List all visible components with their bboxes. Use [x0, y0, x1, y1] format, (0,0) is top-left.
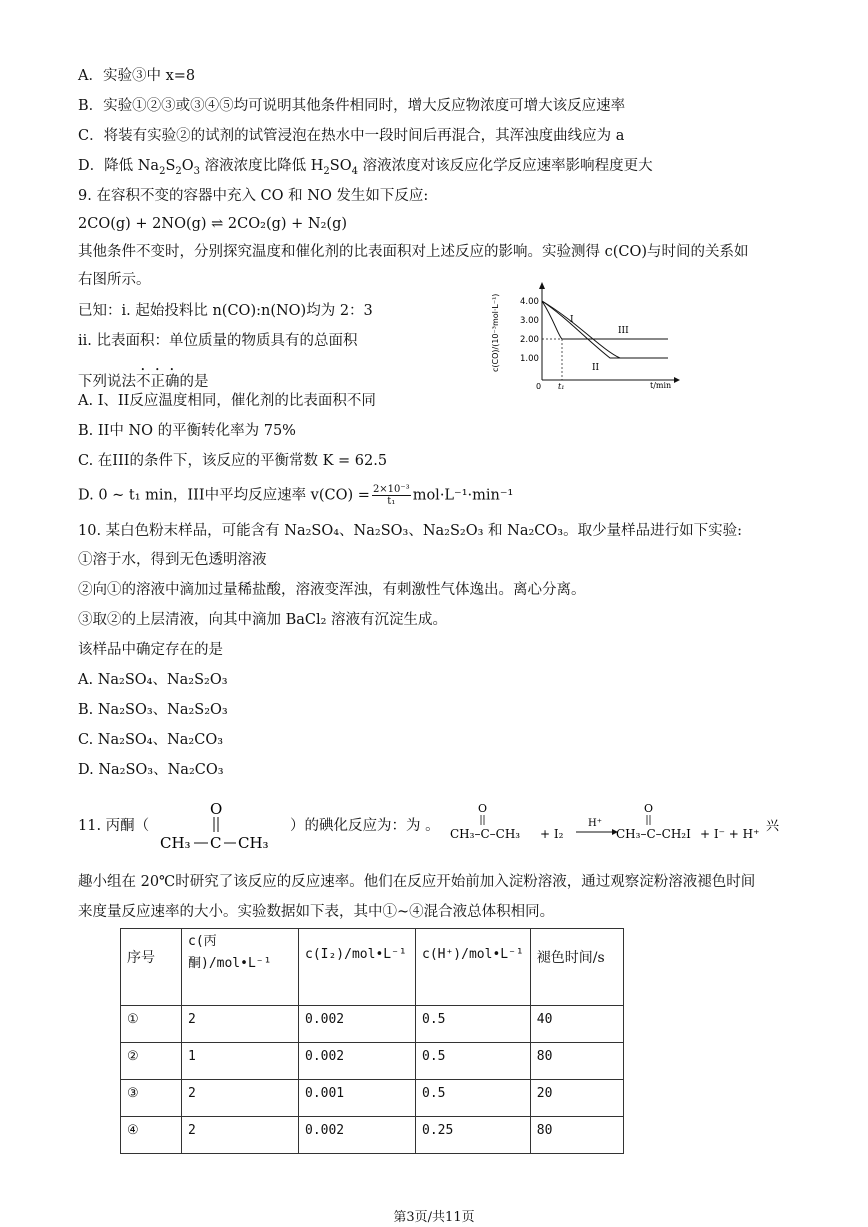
catalyst: H⁺ — [588, 818, 602, 829]
q10-step-1: ①溶于水，得到无色透明溶液 — [78, 552, 267, 568]
product-ions: + I⁻ + H⁺ — [700, 827, 760, 841]
table-row — [121, 1006, 624, 1043]
q10-step-3: ③取②的上层清液，向其中滴加 BaCl₂ 溶液有沉淀生成。 — [78, 612, 448, 628]
table-cell: ② — [121, 1043, 182, 1080]
page-footer: 第3页/共11页 — [393, 1210, 475, 1225]
curve-ii — [542, 301, 668, 358]
product: CH₃–C–CH₂I — [616, 827, 691, 841]
q10-prompt: 该样品中确定存在的是 — [78, 642, 223, 658]
table-cell: 0.002 — [299, 1006, 416, 1043]
header-c-acetone: c(丙 酮)/mol•L⁻¹ — [182, 929, 299, 1006]
ytick-1: 1.00 — [520, 354, 539, 364]
table-cell: 0.5 — [416, 1043, 531, 1080]
table-cell: 2 — [182, 1117, 299, 1154]
experiment-table — [120, 928, 624, 1154]
table-cell: ④ — [121, 1117, 182, 1154]
q11-stem-pre: 11. 丙酮（ — [78, 818, 150, 834]
q9-known-2: ii. 比表面积：单位质量的物质具有的总面积 — [78, 333, 358, 349]
acetone-ch3-left: CH₃ — [160, 834, 191, 852]
table-row — [121, 1043, 624, 1080]
q10-stem: 10. 某白色粉末样品，可能含有 Na₂SO₄、Na₂SO₃、Na₂S₂O₃ 和 Na₂CO₃。取少量样品进行如下实验: — [78, 523, 742, 539]
co-concentration-graph — [492, 280, 682, 392]
q9-stem: 9. 在容积不变的容器中充入 CO 和 NO 发生如下反应: — [78, 188, 429, 204]
table-cell: 0.001 — [299, 1080, 416, 1117]
ytick-3: 3.00 — [520, 316, 539, 326]
table-row — [121, 1080, 624, 1117]
q8-option-c: C．将装有实验②的试剂的试管浸泡在热水中一段时间后再混合，其浑浊度曲线应为 a — [78, 128, 625, 144]
q9-equation: 2CO(g) + 2NO(g) ⇌ 2CO₂(g) + N₂(g) — [78, 216, 348, 232]
acetone-oxygen: O — [210, 800, 223, 818]
header-fade-time: 褪色时间/s — [530, 929, 623, 1006]
graph-xlabel: t/min — [650, 381, 672, 390]
reactant-iodine: + I₂ — [540, 827, 564, 841]
q8-option-b: B．实验①②③或③④⑤均可说明其他条件相同时，增大反应物浓度可增大该反应速率 — [78, 98, 626, 114]
acetone-carbon: C — [210, 834, 222, 852]
curve-label-ii: II — [592, 363, 600, 373]
table-cell: 0.25 — [416, 1117, 531, 1154]
ytick-2: 2.00 — [520, 335, 539, 345]
q10-option-d: D. Na₂SO₃、Na₂CO₃ — [78, 762, 224, 778]
header-c-h: c(H⁺)/mol•L⁻¹ — [416, 929, 531, 1006]
table-cell: 1 — [182, 1043, 299, 1080]
curve-iii — [542, 301, 668, 339]
q8-option-d: D．降低 $Na_2S_2O_3$ 溶液浓度比降低 $H_2SO_4$ 溶液浓度对该反应化学反应速率影响程度更大 — [78, 158, 653, 177]
table-cell: 0.002 — [299, 1043, 416, 1080]
curve-i — [542, 301, 668, 358]
ytick-4: 4.00 — [520, 297, 539, 307]
q9-description-2: 右图所示。 — [78, 272, 151, 288]
table-cell: 40 — [530, 1006, 623, 1043]
rate-fraction: $\frac{\text{2×10⁻³}}{\text{t₁}}$ — [372, 484, 410, 507]
q9-option-c: C. 在III的条件下，该反应的平衡常数 K = 62.5 — [78, 453, 388, 469]
table-header-row — [121, 929, 624, 1006]
table-cell: 0.5 — [416, 1080, 531, 1117]
graph-origin: 0 — [536, 382, 542, 391]
iodination-reaction — [448, 800, 788, 846]
curve-label-iii: III — [618, 326, 629, 336]
q11-description-1: 趣小组在 20℃时研究了该反应的反应速率。他们在反应开始前加入淀粉溶液，通过观察淀粉溶液褪色时间 — [78, 874, 756, 890]
q9-option-b: B. II中 NO 的平衡转化率为 75% — [78, 423, 296, 439]
q11-stem-mid: ）的碘化反应为：为 。 — [290, 818, 440, 834]
table-cell: 20 — [530, 1080, 623, 1117]
table-row — [121, 1117, 624, 1154]
reactant: CH₃–C–CH₃ — [450, 827, 521, 841]
q9-option-a: A. I、II反应温度相同，催化剂的比表面积不同 — [78, 393, 376, 409]
q9-known-1: 已知：i. 起始投料比 n(CO):n(NO)均为 2：3 — [78, 303, 373, 319]
q9-prompt: 下列说法不正确的是 — [78, 374, 209, 390]
table-cell: 2 — [182, 1006, 299, 1043]
table-cell: 2 — [182, 1080, 299, 1117]
table-cell: 80 — [530, 1043, 623, 1080]
q11-description-2: 来度量反应速率的大小。实验数据如下表，其中①~④混合液总体积相同。 — [78, 904, 555, 920]
curve-label-i: I — [570, 315, 574, 325]
header-index: 序号 — [121, 929, 182, 1006]
acetone-structure — [150, 796, 280, 856]
q11-stem-tail: 兴 — [766, 819, 780, 834]
q8-option-a: A．实验③中 x=8 — [78, 68, 196, 84]
q10-option-b: B. Na₂SO₃、Na₂S₂O₃ — [78, 702, 228, 718]
table-cell: 0.002 — [299, 1117, 416, 1154]
q10-option-c: C. Na₂SO₄、Na₂CO₃ — [78, 732, 224, 748]
product-oxygen: O — [644, 802, 654, 815]
table-cell: ① — [121, 1006, 182, 1043]
q9-description-1: 其他条件不变时，分别探究温度和催化剂的比表面积对上述反应的影响。实验测得 c(CO)与时间的关系如 — [78, 244, 749, 260]
acetone-ch3-right: CH₃ — [238, 834, 269, 852]
q10-option-a: A. Na₂SO₄、Na₂S₂O₃ — [78, 672, 228, 688]
q10-step-2: ②向①的溶液中滴加过量稀盐酸，溶液变浑浊，有刺激性气体逸出。离心分离。 — [78, 582, 586, 598]
graph-ylabel: c(CO)/(10⁻³mol·L⁻¹) — [491, 293, 500, 372]
table-cell: ③ — [121, 1080, 182, 1117]
header-c-iodine: c(I₂)/mol•L⁻¹ — [299, 929, 416, 1006]
q9-option-d: D. 0 ~ t₁ min，III中平均反应速率 v(CO) = $\frac{\text{2×10⁻³}}{\text{t₁}}$ mol·L⁻¹·min⁻¹ — [78, 484, 514, 507]
reactant-oxygen: O — [478, 802, 488, 815]
graph-t1: t₁ — [558, 382, 565, 391]
table-cell: 80 — [530, 1117, 623, 1154]
table-cell: 0.5 — [416, 1006, 531, 1043]
